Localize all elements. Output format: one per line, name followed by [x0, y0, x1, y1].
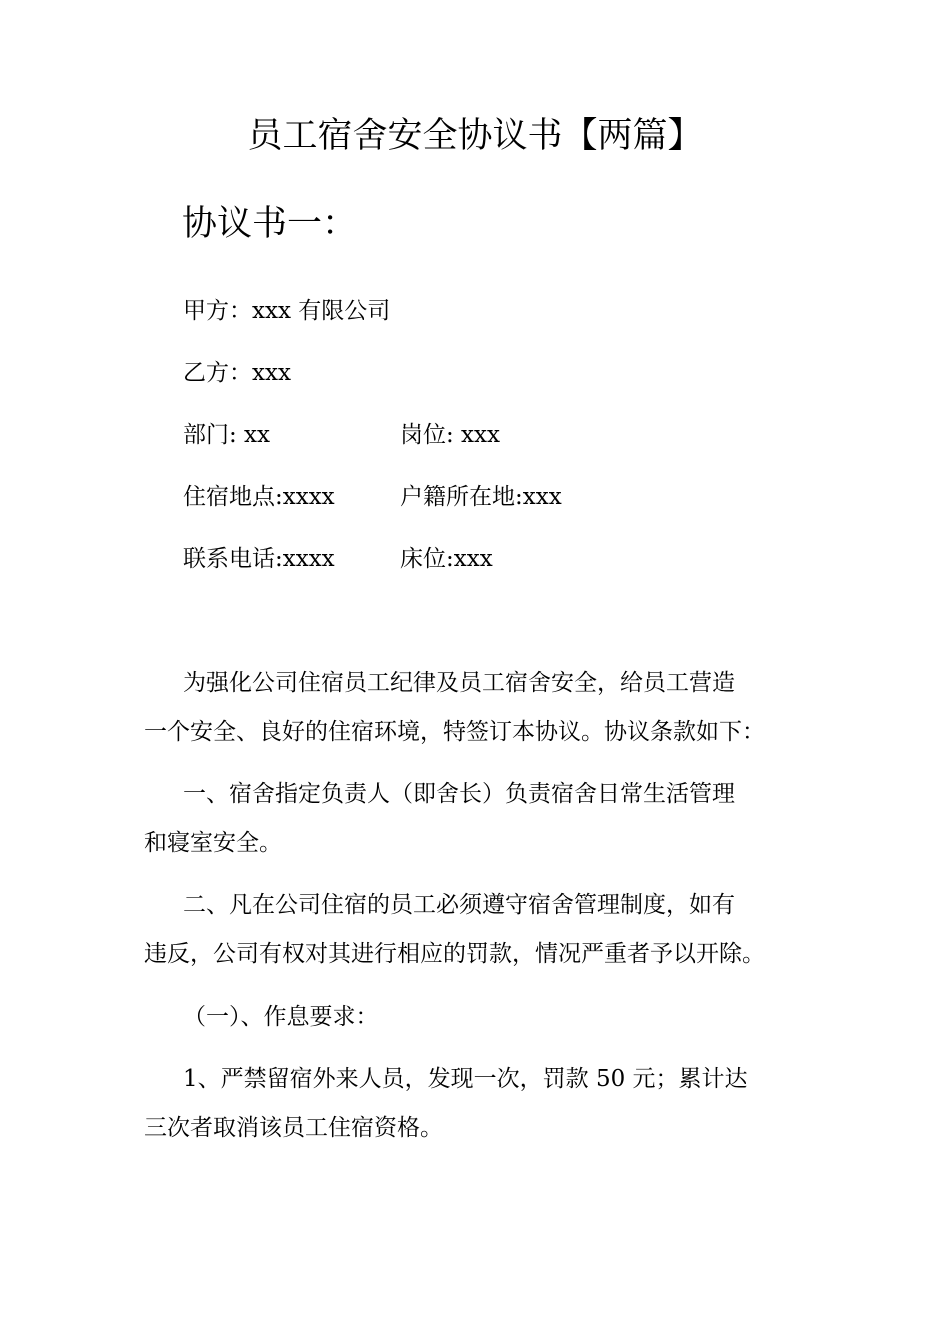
party-b: 乙方：xxx: [183, 360, 291, 386]
contact-phone: 联系电话:xxxx: [183, 546, 335, 572]
bed-number: 床位:xxx: [400, 546, 493, 572]
clause-1-line-2: 和寝室安全。: [144, 830, 282, 856]
intro-paragraph-line-1: 为强化公司住宿员工纪律及员工宿舍安全，给员工营造: [183, 670, 735, 696]
position: 岗位: xxx: [400, 422, 500, 448]
section-heading: 协议书一：: [182, 204, 358, 244]
subsection-heading: （一）、作息要求：: [183, 1004, 379, 1030]
household-registration: 户籍所在地:xxx: [400, 484, 562, 510]
document-title: 员工宿舍安全协议书【两篇】: [247, 116, 703, 156]
clause-2-line-1: 二、凡在公司住宿的员工必须遵守宿舍管理制度，如有: [183, 892, 735, 918]
clause-2-line-2: 违反，公司有权对其进行相应的罚款，情况严重者予以开除。: [144, 941, 765, 967]
clause-1-line-1: 一、宿舍指定负责人（即舍长）负责宿舍日常生活管理: [183, 781, 735, 807]
department: 部门: xx: [183, 422, 271, 448]
rule-1-line-2: 三次者取消该员工住宿资格。: [144, 1115, 443, 1141]
dorm-location: 住宿地点:xxxx: [183, 484, 335, 510]
intro-paragraph-line-2: 一个安全、良好的住宿环境，特签订本协议。协议条款如下：: [144, 719, 765, 745]
party-a: 甲方：xxx 有限公司: [183, 298, 391, 324]
rule-1-line-1: 1、严禁留宿外来人员，发现一次，罚款 50 元；累计达: [183, 1066, 748, 1092]
